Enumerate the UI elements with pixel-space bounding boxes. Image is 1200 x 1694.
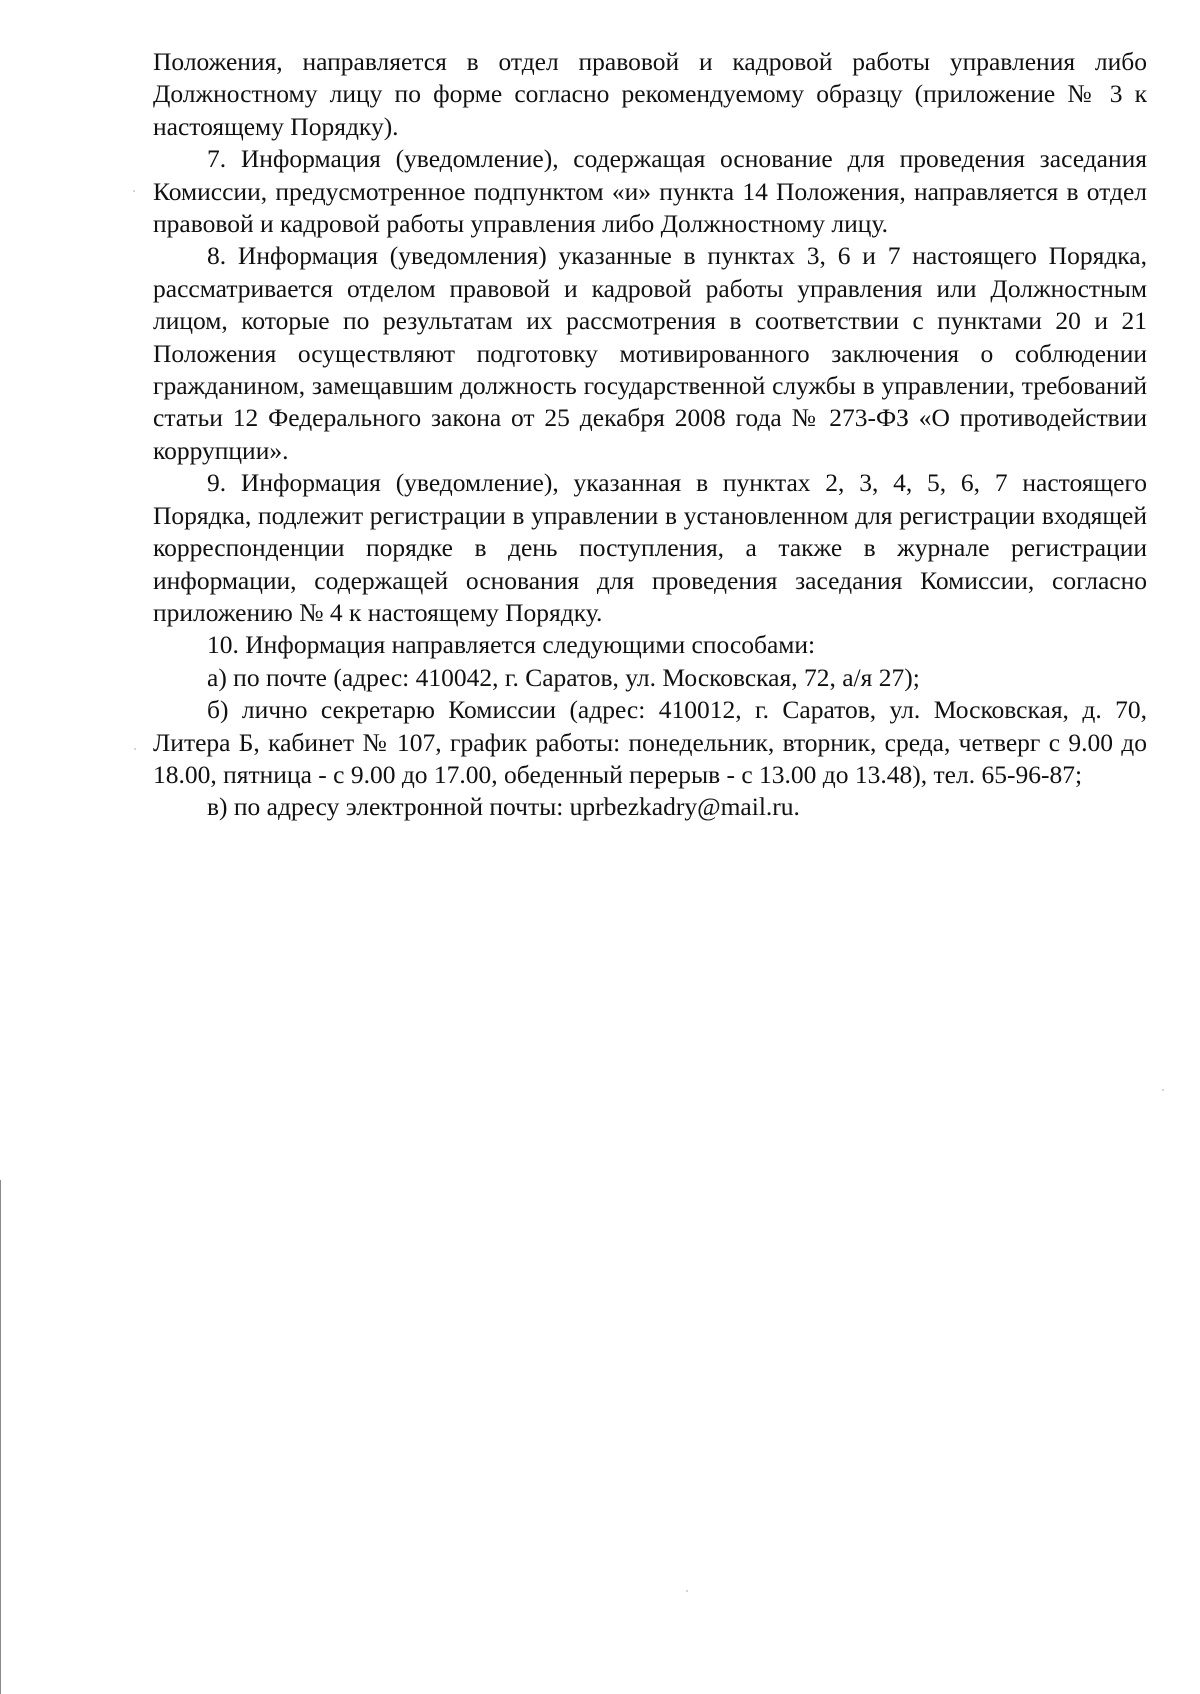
document-body	[153, 46, 1147, 824]
scan-edge-artifact	[0, 1180, 1, 1694]
subitem-v-email: в) по адресу электронной почты: uprbezkadry@mail.ru.	[207, 792, 800, 822]
paragraph-item-8: 8. Информация (уведомления) указанные в пунктах 3, 6 и 7 настоящего Порядка, рассматривается отделом правовой и кадровой работы управления или Должностным лицом, которые по результатам их рассмотрения в соответствии с пунктами 20 и 21 Положения осуществляют подготовку мотивированного заключения о соблюдении гражданином, замещавшим должность государственной службы в управлении, требований статьи 12 Федерального закона от 25 декабря 2008 года № 273-ФЗ «О противодействии коррупции».	[153, 241, 1147, 465]
scan-speck	[133, 190, 135, 192]
scan-speck	[686, 1590, 688, 1592]
subitem-a-mail: а) по почте (адрес: 410042, г. Саратов, ул. Московская, 72, а/я 27);	[207, 662, 920, 692]
scan-speck	[134, 748, 136, 750]
paragraph-item-10: 10. Информация направляется следующими способами:	[207, 630, 816, 660]
paragraph-item-7: 7. Информация (уведомление), содержащая основание для проведения заседания Комиссии, предусмотренное подпунктом «и» пункта 14 Положения, направляется в отдел правовой и кадровой работы управления либо Должностному лицу.	[153, 144, 1147, 239]
paragraph-continuation: Положения, направляется в отдел правовой и кадровой работы управления либо Должностному лицу по форме согласно рекомендуемому образцу (приложение № 3 к настоящему Порядку).	[153, 47, 1147, 141]
scan-speck	[1162, 1089, 1164, 1091]
paragraph-item-9: 9. Информация (уведомление), указанная в пунктах 2, 3, 4, 5, 6, 7 настоящего Порядка, подлежит регистрации в управлении в установленном для регистрации входящей корреспонденции порядке в день поступления, а также в журнале регистрации информации, содержащей основания для проведения заседания Комиссии, согласно приложению № 4 к настоящему Порядку.	[153, 468, 1147, 627]
subitem-b-in-person: б) лично секретарю Комиссии (адрес: 410012, г. Саратов, ул. Московская, д. 70, Литера Б, кабинет № 107, график работы: понедельник, вторник, среда, четверг с 9.00 до 18.00, пятница - с 9.00 до 17.00, обеденный перерыв - с 13.00 до 13.48), тел. 65-96-87;	[153, 695, 1147, 789]
